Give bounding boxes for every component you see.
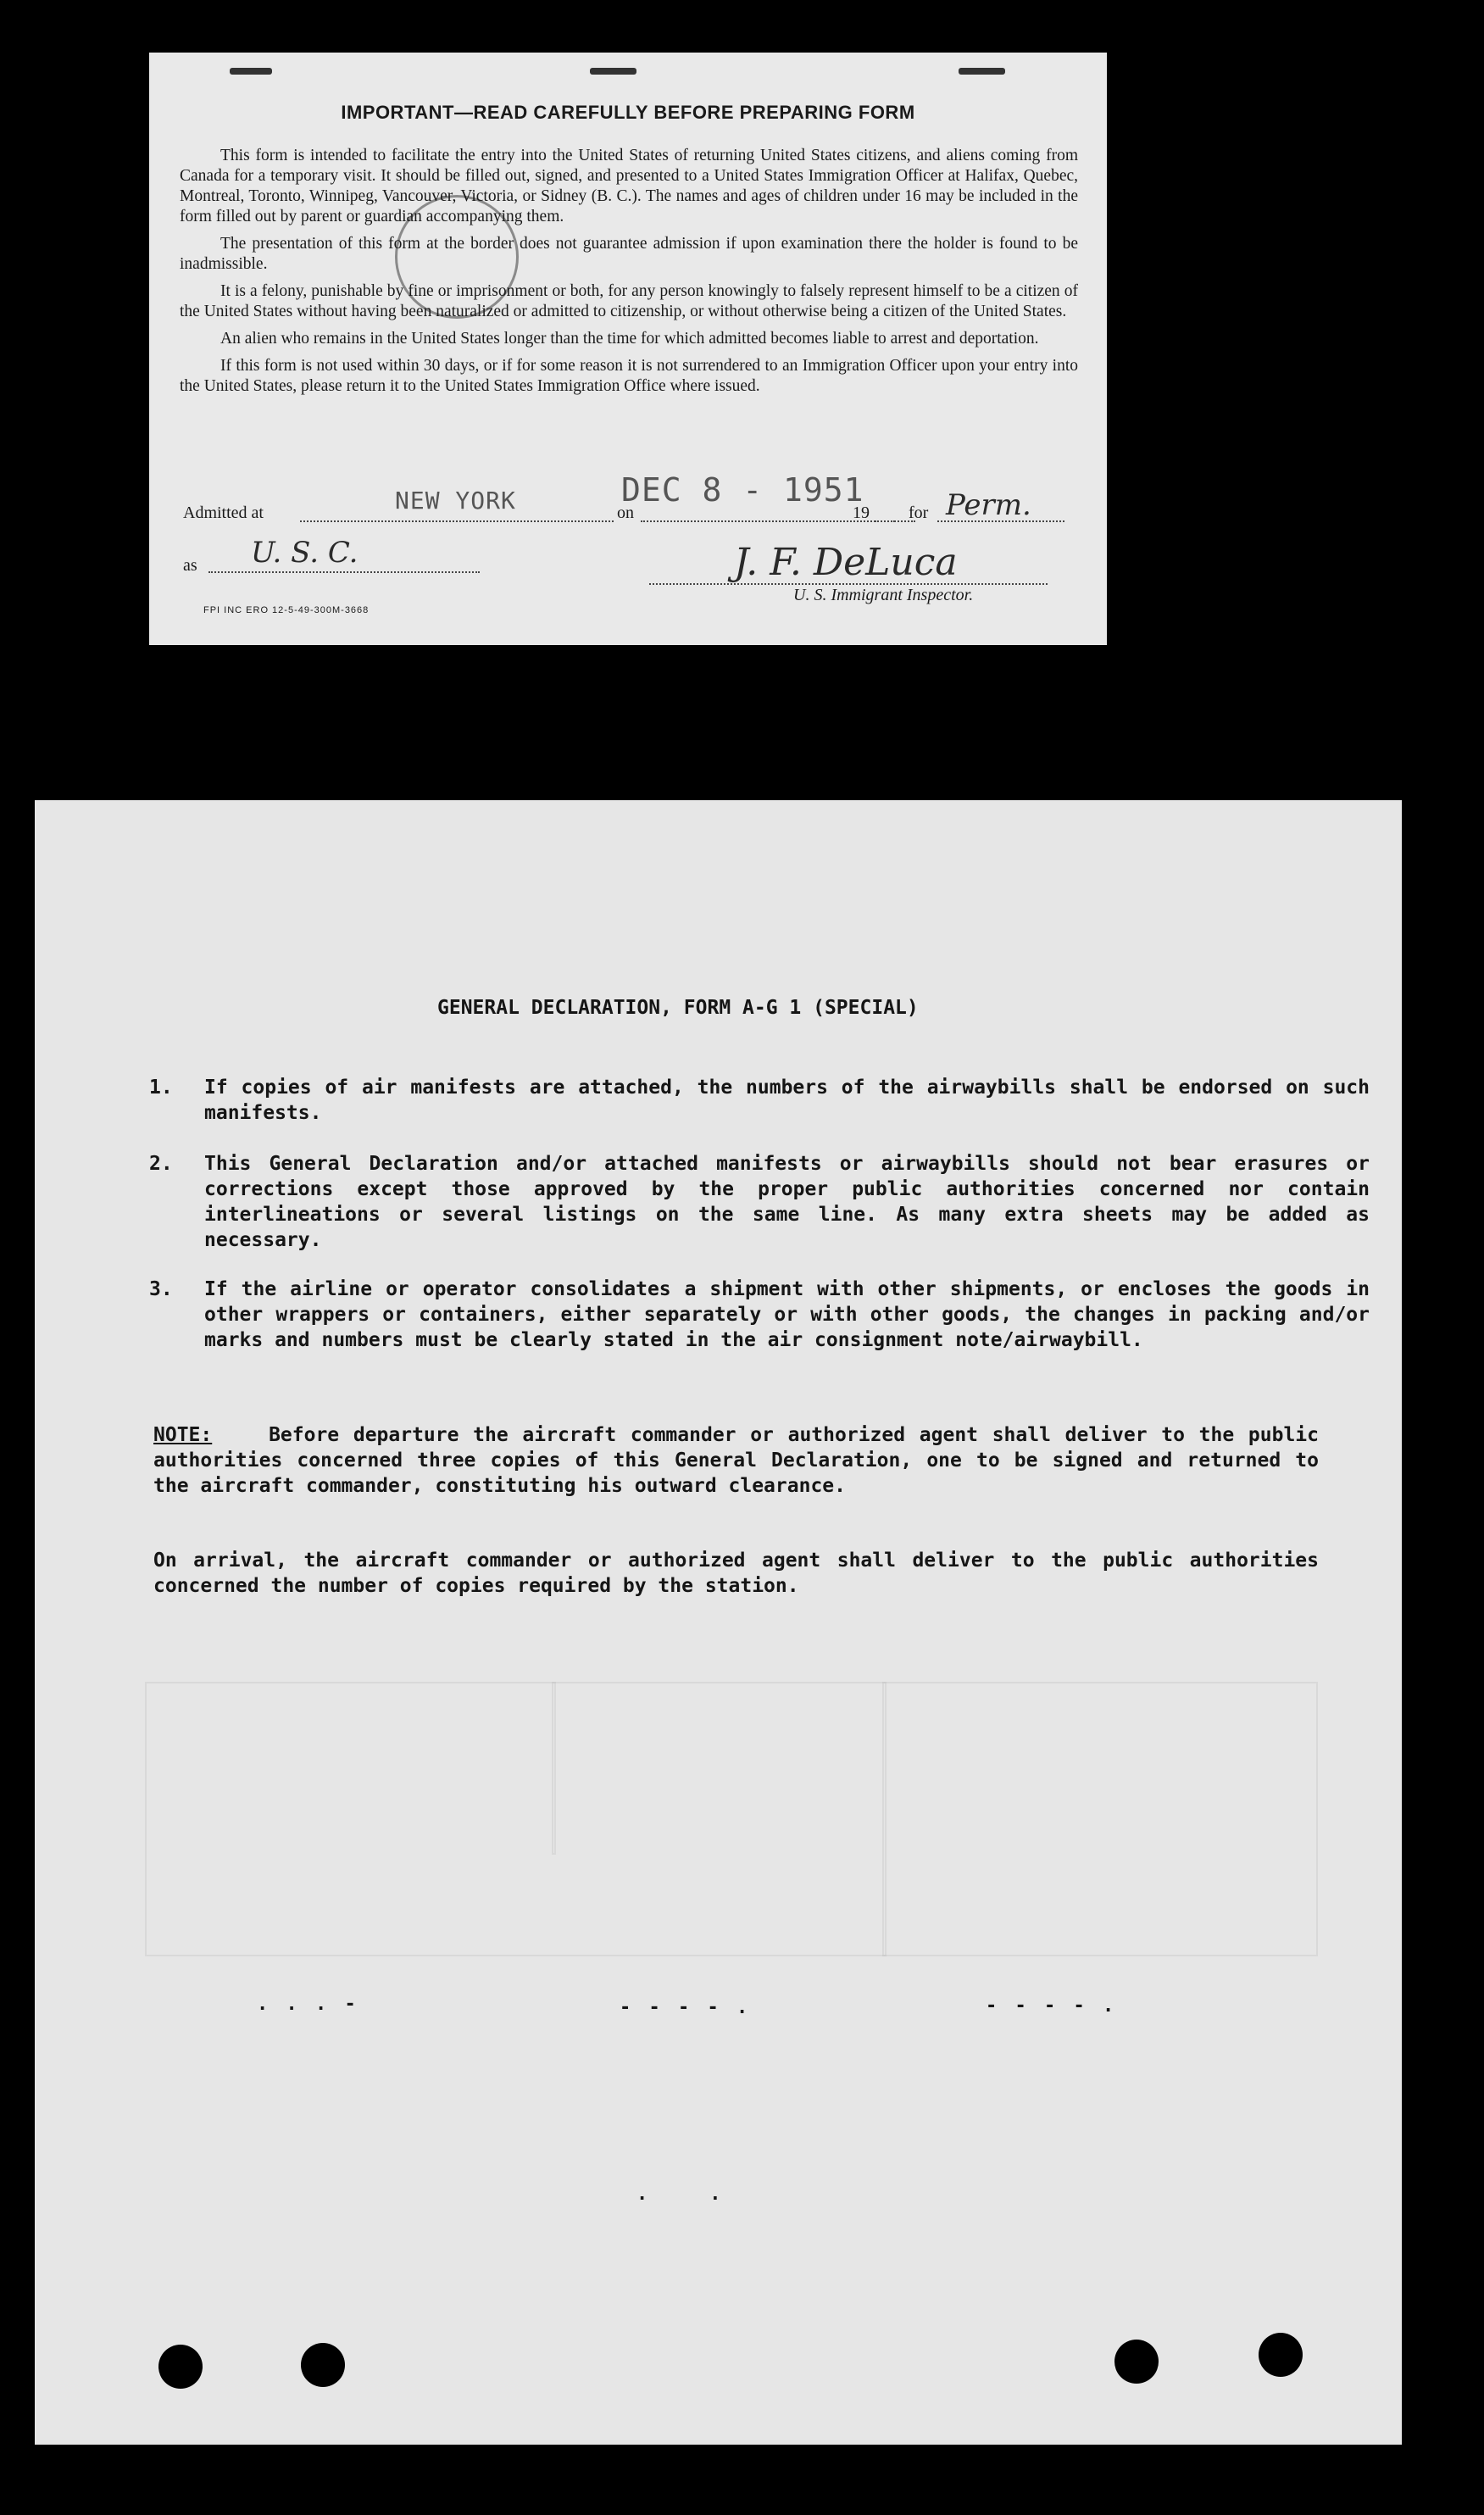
punch-hole <box>158 2345 203 2389</box>
inspector-label: U. S. Immigrant Inspector. <box>793 586 974 604</box>
item-number: 2. <box>149 1153 173 1175</box>
form-print-code: FPI INC ERO 12-5-49-300M-3668 <box>203 605 370 615</box>
for-label: for <box>909 504 929 522</box>
for-value: Perm. <box>946 488 1031 522</box>
punch-hole <box>1259 2333 1303 2377</box>
item-number: 3. <box>149 1278 173 1300</box>
card-paragraph: An alien who remains in the United States longer than the time for which admitted becomes liable to arrest and deportation. <box>220 330 1039 348</box>
general-declaration-sheet <box>35 800 1402 2445</box>
card-instructions <box>180 146 1078 403</box>
punch-hole <box>301 2343 345 2387</box>
arrival-note: On arrival, the aircraft commander or authorized agent shall deliver to the public authorities concerned the number of copies required by the station. <box>153 1550 1319 1597</box>
inspector-signature: J. F. DeLuca <box>734 541 958 584</box>
card-edge-mark <box>230 68 272 75</box>
declaration-item <box>149 1277 1370 1378</box>
card-heading: IMPORTANT—READ CAREFULLY BEFORE PREPARING FORM <box>341 102 915 123</box>
card-paragraph: This form is intended to facilitate the entry into the United States of returning United States citizens, and aliens coming from Canada for a temporary visit. It should be filled out, signed, and presented to a United States Immigration Officer at Halifax, Quebec, Montreal, Toronto, Winnipeg, Vancouver, Victoria, or Sidney (B. C.). The names and ages of children under 16 may be included in the form filled out by parent or guardian accompanying them. <box>180 147 1078 225</box>
declaration-item <box>149 1075 1370 1126</box>
bleed-through-form <box>145 1682 1318 1956</box>
bleed-through-dots: - - - - . <box>620 1997 752 2018</box>
year-label: 19 <box>853 504 870 522</box>
punch-hole <box>1114 2340 1159 2384</box>
item-text: This General Declaration and/or attached manifests or airwaybills should not bear erasures or corrections except those approved by the proper public authorities concerned nor contain interlineations or several listings on the same line. As many extra sheets may be added as necessary. <box>204 1153 1370 1251</box>
departure-note <box>153 1422 1319 1499</box>
declaration-item <box>149 1151 1370 1253</box>
declaration-title: GENERAL DECLARATION, FORM A-G 1 (SPECIAL) <box>437 997 919 1019</box>
bleed-through-divider <box>882 1682 887 1956</box>
item-number: 1. <box>149 1077 173 1099</box>
admitted-place: NEW YORK <box>395 487 516 515</box>
card-paragraph: It is a felony, punishable by fine or imprisonment or both, for any person knowingly to falsely represent himself to be a citizen of the United States without having been naturalized or admitted to citizenship, or without otherwise being a citizen of the United States. <box>180 282 1078 320</box>
note-text: Before departure the aircraft commander or authorized agent shall deliver to the public authorities concerned three copies of this General Declaration, one to be signed and returned to the aircraft commander, constituting his outward clearance. <box>153 1424 1319 1497</box>
date-stamp: DEC 8 - 1951 <box>621 471 864 509</box>
item-text: If copies of air manifests are attached, the numbers of the airwaybills shall be endorsed on such manifests. <box>204 1077 1370 1124</box>
card-paragraph: The presentation of this form at the border does not guarantee admission if upon examination there the holder is found to be inadmissible. <box>180 235 1078 273</box>
card-paragraph: If this form is not used within 30 days, or if for some reason it is not surrendered to an Immigration Officer upon your entry into the United States, please return it to the United States Immigration Office where issued. <box>180 357 1078 395</box>
note-label: NOTE: <box>153 1424 213 1446</box>
bleed-through-dots: - - - - . <box>986 1995 1118 2017</box>
as-label: as <box>183 556 197 575</box>
bleed-through-divider <box>552 1682 556 1855</box>
as-value: U. S. C. <box>251 536 358 570</box>
card-edge-mark <box>959 68 1005 75</box>
as-line <box>208 571 480 573</box>
item-text: If the airline or operator consolidates a shipment with other shipments, or encloses the goods in other wrappers or containers, either separately or with other goods, the changes in packing and/or marks and numbers must be clearly stated in the air consignment note/airwaybill. <box>204 1278 1370 1351</box>
admitted-label: Admitted at <box>183 504 264 522</box>
bleed-through-dots: . . <box>636 2184 725 2205</box>
bleed-through-dots: . . . - <box>257 1994 359 2015</box>
on-label: on <box>617 504 634 522</box>
admitted-place-line <box>300 520 614 522</box>
immigration-card <box>149 53 1107 645</box>
card-edge-mark <box>590 68 636 75</box>
